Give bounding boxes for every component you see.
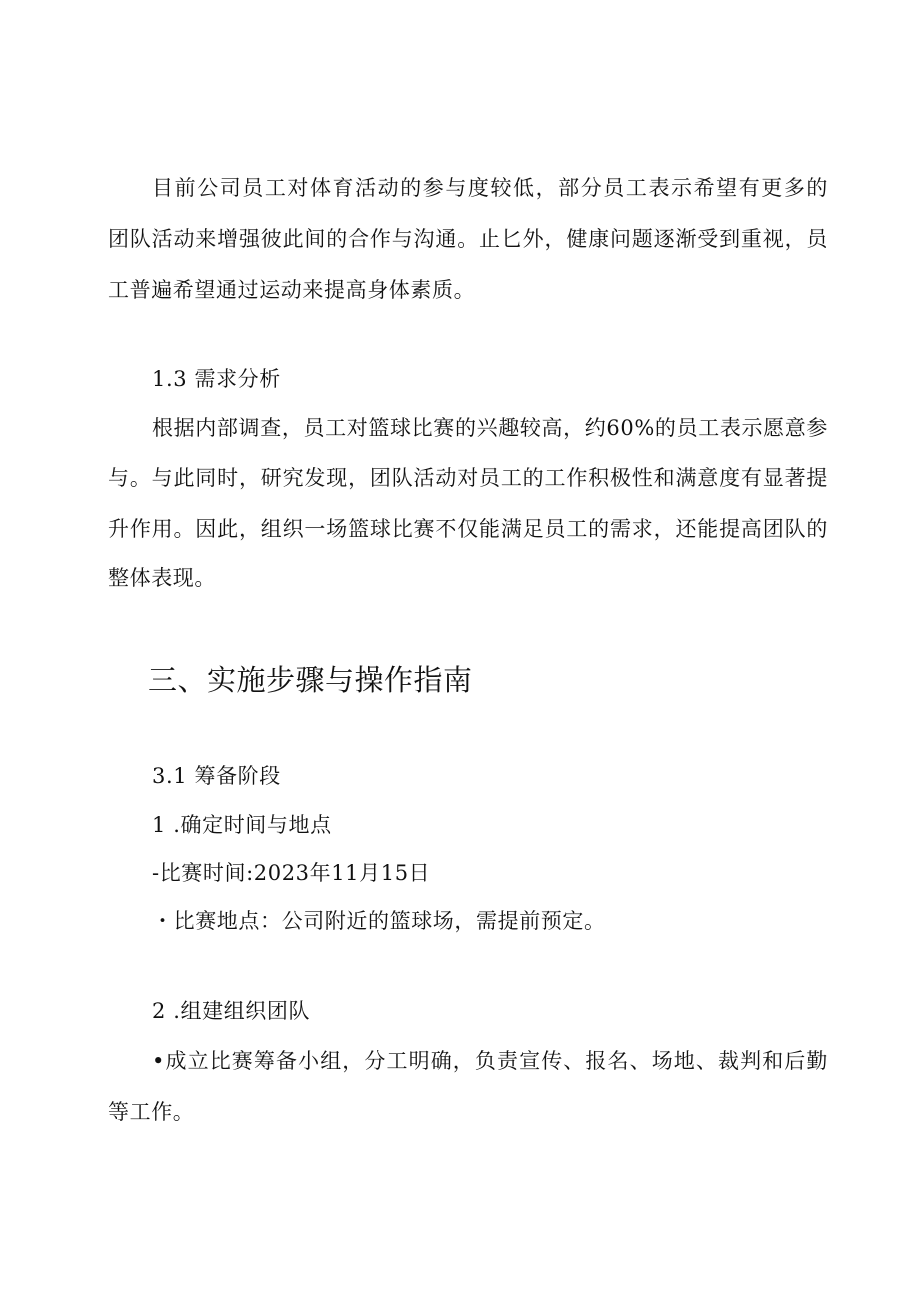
paragraph-line: 升作用。因此，组织一场篮球比赛不仅能满足员工的需求，还能提高团队的 xyxy=(108,517,828,541)
section-title: 3.1 筹备阶段 xyxy=(152,764,281,788)
list-item: •成立比赛筹备小组，分工明确，负责宣传、报名、场地、裁判和后勤 xyxy=(152,1049,828,1073)
paragraph-line: 根据内部调查，员工对篮球比赛的兴趣较高，约60%的员工表示愿意参 xyxy=(152,416,828,440)
paragraph-line: 团队活动来增强彼此间的合作与沟通。止匕外，健康问题逐渐受到重视，员 xyxy=(108,227,828,251)
chapter-heading: 三、实施步骤与操作指南 xyxy=(148,663,473,697)
list-item: ・比赛地点：公司附近的篮球场，需提前预定。 xyxy=(152,909,606,933)
list-item: -比赛时间:2023年11月15日 xyxy=(152,861,431,885)
paragraph-line: 整体表现。 xyxy=(108,566,216,590)
list-item-title: 2 .组建组织团队 xyxy=(152,999,311,1023)
paragraph-line: 工普遍希望通过运动来提高身体素质。 xyxy=(108,278,476,302)
paragraph-line: 与。与此同时，研究发现，团队活动对员工的工作积极性和满意度有显著提 xyxy=(108,466,828,490)
section-title: 1.3 需求分析 xyxy=(152,367,281,391)
list-item: 等工作。 xyxy=(108,1100,195,1124)
list-item-title: 1 .确定时间与地点 xyxy=(152,813,332,837)
paragraph-line: 目前公司员工对体育活动的参与度较低，部分员工表示希望有更多的 xyxy=(152,176,828,200)
